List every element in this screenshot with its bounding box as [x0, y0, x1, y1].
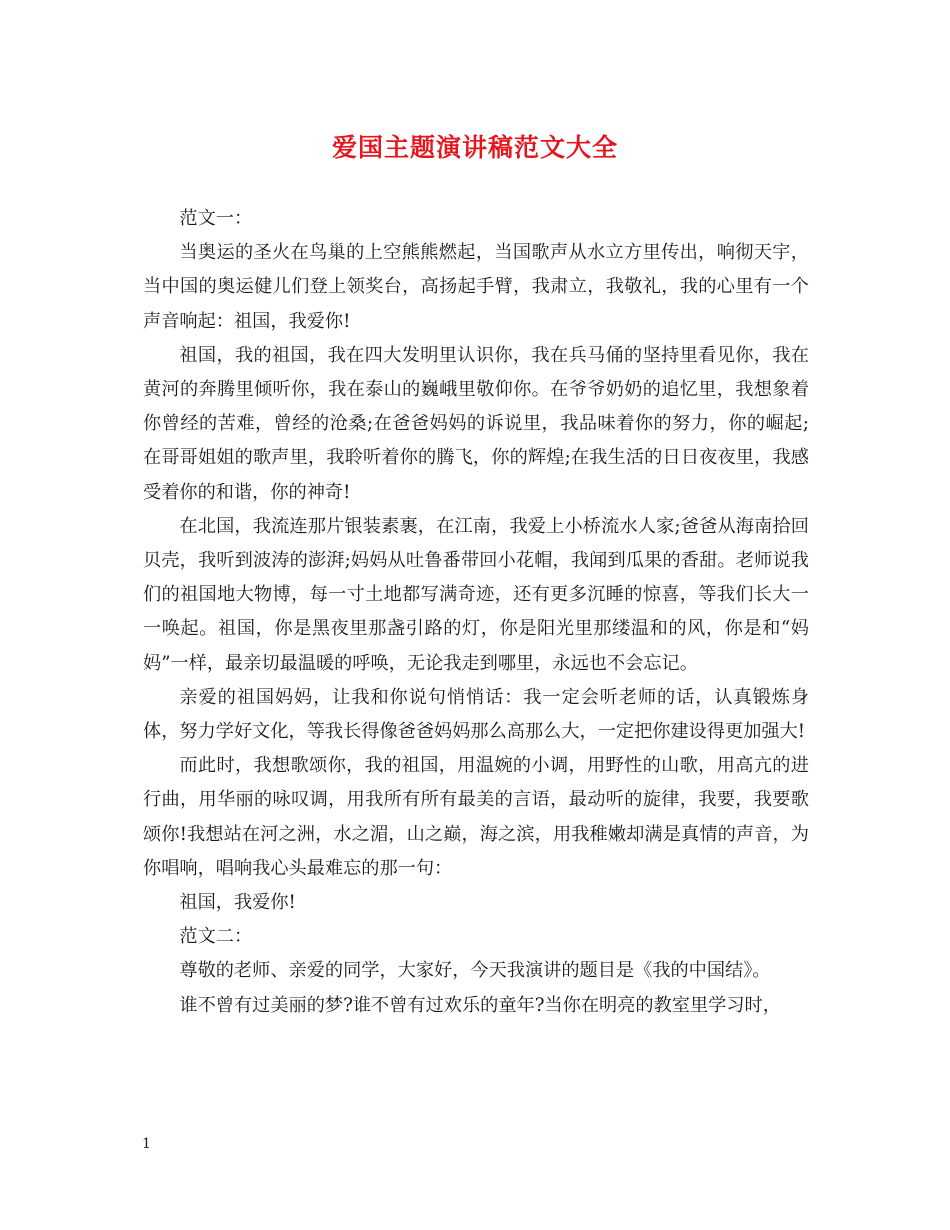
document-body — [143, 202, 809, 1023]
paragraph: 亲爱的祖国妈妈，让我和你说句悄悄话：我一定会听老师的话，认真锻炼身体，努力学好文化，等我长得像爸爸妈妈那么高那么大，一定把你建设得更加强大! — [143, 686, 809, 743]
paragraph: 在北国，我流连那片银装素裹，在江南，我爱上小桥流水人家;爸爸从海南拾回贝壳，我听到波涛的澎湃;妈妈从吐鲁番带回小花帽，我闻到瓜果的香甜。老师说我们的祖国地大物博，每一寸土地都写满奇迹，还有更多沉睡的惊喜，等我们长大一一唤起。祖国，你是黑夜里那盏引路的灯，你是阳光里那缕温和的风，你是和“妈妈”一样，最亲切最温暖的呼唤，无论我走到哪里，永远也不会忘记。 — [143, 515, 809, 674]
paragraph: 尊敬的老师、亲爱的同学，大家好，今天我演讲的题目是《我的中国结》。 — [179, 960, 771, 982]
paragraph: 而此时，我想歌颂你，我的祖国，用温婉的小调，用野性的山歌，用高亢的进行曲，用华丽的咏叹调，用我所有所有最美的言语，最动听的旋律，我要，我要歌颂你!我想站在河之洲，水之湄，山之巅，海之滨，用我稚嫩却满是真情的声音，为你唱响，唱响我心头最难忘的那一句： — [143, 755, 809, 879]
paragraph: 当奥运的圣火在鸟巢的上空熊熊燃起，当国歌声从水立方里传出，响彻天宇，当中国的奥运健儿们登上领奖台，高扬起手臂，我肃立，我敬礼，我的心里有一个声音响起：祖国，我爱你! — [143, 242, 809, 332]
paragraph: 祖国，我爱你! — [179, 892, 296, 914]
paragraph: 范文一： — [179, 208, 253, 229]
paragraph: 谁不曾有过美丽的梦?谁不曾有过欢乐的童年?当你在明亮的教室里学习时， — [179, 994, 781, 1016]
page-number: 1 — [142, 1136, 151, 1152]
document-title: 爱国主题演讲稿范文大全 — [331, 133, 618, 162]
paragraph: 范文二： — [179, 926, 253, 948]
paragraph: 祖国，我的祖国，我在四大发明里认识你，我在兵马俑的坚持里看见你，我在黄河的奔腾里倾听你，我在泰山的巍峨里敬仰你。在爷爷奶奶的追忆里，我想象着你曾经的苦难，曾经的沧桑;在爸爸妈妈的诉说里，我品味着你的努力，你的崛起;在哥哥姐姐的歌声里，我聆听着你的腾飞，你的辉煌;在我生活的日日夜夜里，我感受着你的和谐，你的神奇! — [143, 344, 809, 503]
